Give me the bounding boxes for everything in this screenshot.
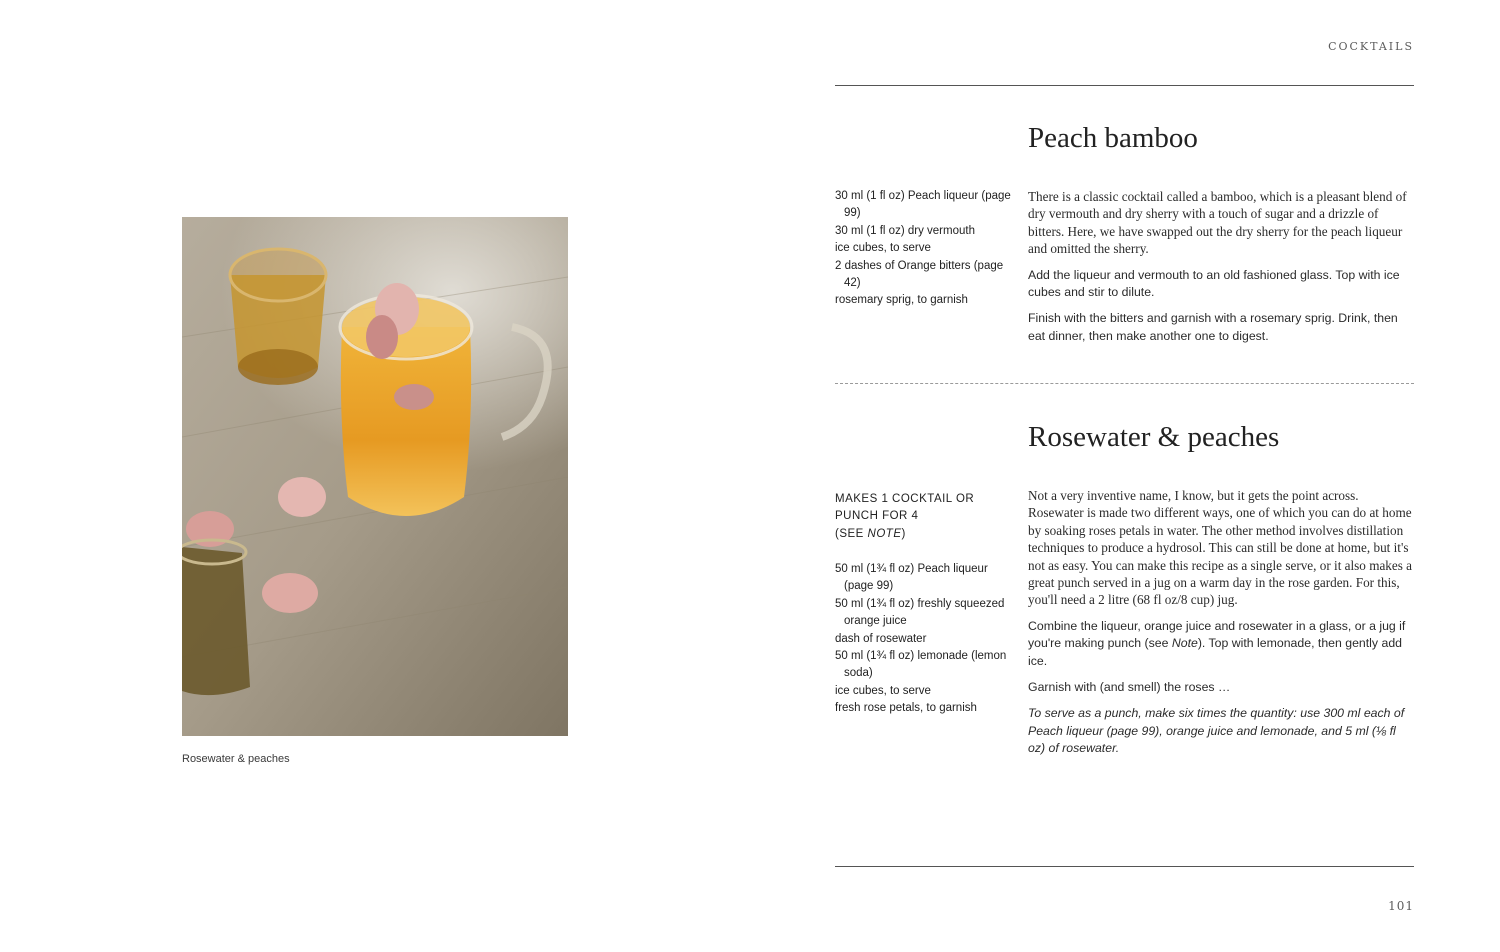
method-paragraph: Garnish with (and smell) the roses … xyxy=(1028,680,1231,695)
ingredient-item: dash of rosewater xyxy=(835,632,927,645)
amber-glass-icon xyxy=(230,249,326,385)
running-head: COCKTAILS xyxy=(1328,40,1414,53)
glass-bottom-icon xyxy=(182,540,250,695)
bottom-rule xyxy=(835,866,1414,867)
photo-caption: Rosewater & peaches xyxy=(182,753,290,765)
section-divider xyxy=(835,383,1414,384)
cocktail-photo xyxy=(182,217,568,736)
ingredient-item: 30 ml (1 fl oz) Peach liqueur (page 99) xyxy=(835,190,1011,220)
ingredient-item: 50 ml (1¾ fl oz) Peach liqueur (page 99) xyxy=(835,563,988,593)
recipe-title-rosewater-peaches: Rosewater & peaches xyxy=(1028,421,1280,453)
method-paragraph: Combine the liqueur, orange juice and rosewater in a glass, or a jug if you're making punch (see Note). Top with lemonade, then gently add ice. xyxy=(1028,618,1406,668)
method-paragraph: Finish with the bitters and garnish with a rosemary sprig. Drink, then eat dinner, then make another one to digest. xyxy=(1028,311,1398,343)
ingredient-item: 2 dashes of Orange bitters (page 42) xyxy=(835,259,1004,290)
method-paragraph: There is a classic cocktail called a bamboo, which is a pleasant blend of dry vermouth and dry sherry with a touch of sugar and a drizzle of bitters. Here, we have swapped out the dry sherry for the peach liqueur and omitted the sherry. xyxy=(1028,189,1407,257)
yield-note: MAKES 1 COCKTAIL OR PUNCH FOR 4 (SEE NOTE) xyxy=(835,493,975,540)
method-peach-bamboo xyxy=(1028,188,1414,354)
ingredient-item: 50 ml (1¾ fl oz) lemonade (lemon soda) xyxy=(835,650,1007,680)
punch-note: To serve as a punch, make six times the quantity: use 300 ml each of Peach liqueur (page 99), orange juice and lemonade, and 5 ml (⅛ fl oz) of rosewater. xyxy=(1028,706,1405,756)
ingredient-item: ice cubes, to serve xyxy=(835,684,931,697)
ingredient-item: rosemary sprig, to garnish xyxy=(835,294,968,307)
page-number: 101 xyxy=(1388,899,1414,913)
ingredient-item: 50 ml (1¾ fl oz) freshly squeezed orange juice xyxy=(835,597,1005,628)
ingredient-item: fresh rose petals, to garnish xyxy=(835,702,977,715)
method-rosewater-peaches xyxy=(1028,487,1414,767)
recipe-title-peach-bamboo: Peach bamboo xyxy=(1028,122,1198,154)
method-paragraph: Not a very inventive name, I know, but it gets the point across. Rosewater is made two different ways, one of which you can do at home by soaking roses petals in water. The other method involves distillation techniques to produce a hydrosol. This can still be done at home, but it's not as easy. You can make this recipe as a single serve, or it also makes a great punch served in a jug on a warm day in the rose garden. For this, you'll need a 2 litre (68 fl oz/8 cup) jug. xyxy=(1028,488,1413,608)
ingredient-item: 30 ml (1 fl oz) dry vermouth xyxy=(835,224,975,237)
ingredient-item: ice cubes, to serve xyxy=(835,242,931,255)
top-rule xyxy=(835,85,1414,86)
ingredient-list-peach-bamboo xyxy=(835,188,1015,310)
ingredient-list-rosewater-peaches xyxy=(835,561,1015,718)
method-paragraph: Add the liqueur and vermouth to an old fashioned glass. Top with ice cubes and stir to dilute. xyxy=(1028,267,1400,300)
